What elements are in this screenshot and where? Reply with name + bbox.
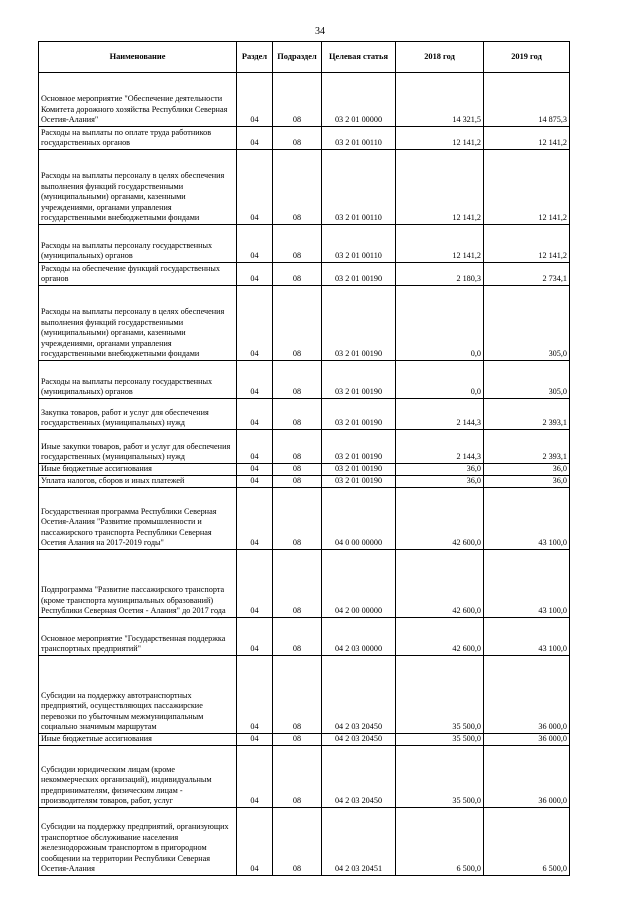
- row-value-2018: 36,0: [396, 464, 484, 476]
- row-name: Расходы на выплаты персоналу в целях обеспечения выполнения функций государственными (муниципальными) органами, казенными учреждениями, органами управления государственными внебюджетными фондами: [39, 286, 237, 361]
- row-target: 03 2 01 00190: [322, 430, 396, 464]
- table-row: [39, 618, 570, 656]
- row-value-2018: 42 600,0: [396, 488, 484, 550]
- row-value-2019: 43 100,0: [484, 488, 570, 550]
- row-value-2018: 12 141,2: [396, 127, 484, 150]
- row-subsection: 08: [273, 734, 322, 746]
- page-number: 34: [315, 26, 325, 37]
- row-name: Основное мероприятие "Обеспечение деятельности Комитета дорожного хозяйства Республики Северная Осетия-Алания": [39, 73, 237, 127]
- row-subsection: 08: [273, 808, 322, 876]
- row-target: 03 2 01 00000: [322, 73, 396, 127]
- row-value-2018: 6 500,0: [396, 808, 484, 876]
- row-subsection: 08: [273, 286, 322, 361]
- row-target: 04 2 03 20451: [322, 808, 396, 876]
- row-target: 03 2 01 00190: [322, 361, 396, 399]
- table-row: [39, 734, 570, 746]
- table-row: [39, 286, 570, 361]
- row-name: Уплата налогов, сборов и иных платежей: [39, 476, 237, 488]
- header-2018: 2018 год: [396, 42, 484, 73]
- row-name: Субсидии на поддержку автотранспортных предприятий, осуществляющих пассажирские перевозки по убыточным межмуниципальным социально значимым маршрутам: [39, 656, 237, 734]
- row-section: 04: [237, 127, 273, 150]
- row-value-2018: 2 180,3: [396, 263, 484, 286]
- row-name: Расходы на выплаты по оплате труда работников государственных органов: [39, 127, 237, 150]
- row-value-2019: 36,0: [484, 476, 570, 488]
- row-target: 04 2 03 20450: [322, 734, 396, 746]
- row-target: 04 2 03 20450: [322, 746, 396, 808]
- table-header-row: [39, 42, 570, 73]
- row-value-2019: 43 100,0: [484, 618, 570, 656]
- row-section: 04: [237, 464, 273, 476]
- table-row: [39, 656, 570, 734]
- row-section: 04: [237, 150, 273, 225]
- table-row: [39, 399, 570, 430]
- row-section: 04: [237, 746, 273, 808]
- row-section: 04: [237, 656, 273, 734]
- row-name: Подпрограмма "Развитие пассажирского транспорта (кроме транспорта муниципальных образований) Республики Северная Осетия - Алания" до 2017 года: [39, 550, 237, 618]
- row-section: 04: [237, 550, 273, 618]
- row-name: Субсидии на поддержку предприятий, организующих транспортное обслуживание населения железнодорожным транспортом в пригородном сообщении на территории Республики Северная Осетия-Алания: [39, 808, 237, 876]
- row-subsection: 08: [273, 430, 322, 464]
- row-section: 04: [237, 808, 273, 876]
- row-value-2019: 6 500,0: [484, 808, 570, 876]
- header-subsection: Подраздел: [273, 42, 322, 73]
- row-value-2018: 2 144,3: [396, 399, 484, 430]
- row-target: 04 0 00 00000: [322, 488, 396, 550]
- row-value-2018: 0,0: [396, 361, 484, 399]
- row-value-2018: 35 500,0: [396, 746, 484, 808]
- header-name: Наименование: [39, 42, 237, 73]
- row-subsection: 08: [273, 476, 322, 488]
- row-value-2019: 305,0: [484, 286, 570, 361]
- row-target: 04 2 03 00000: [322, 618, 396, 656]
- row-value-2019: 43 100,0: [484, 550, 570, 618]
- row-value-2018: 36,0: [396, 476, 484, 488]
- row-target: 03 2 01 00110: [322, 127, 396, 150]
- row-value-2018: 2 144,3: [396, 430, 484, 464]
- table-row: [39, 476, 570, 488]
- table-row: [39, 808, 570, 876]
- row-value-2018: 12 141,2: [396, 150, 484, 225]
- row-subsection: 08: [273, 488, 322, 550]
- row-value-2019: 12 141,2: [484, 127, 570, 150]
- row-subsection: 08: [273, 73, 322, 127]
- row-value-2019: 12 141,2: [484, 225, 570, 263]
- row-value-2018: 42 600,0: [396, 550, 484, 618]
- row-value-2019: 36,0: [484, 464, 570, 476]
- row-target: 03 2 01 00190: [322, 286, 396, 361]
- row-subsection: 08: [273, 746, 322, 808]
- row-value-2018: 14 321,5: [396, 73, 484, 127]
- row-section: 04: [237, 361, 273, 399]
- row-subsection: 08: [273, 225, 322, 263]
- row-target: 03 2 01 00190: [322, 464, 396, 476]
- table-row: [39, 73, 570, 127]
- header-section: Раздел: [237, 42, 273, 73]
- row-value-2019: 36 000,0: [484, 656, 570, 734]
- row-value-2019: 36 000,0: [484, 734, 570, 746]
- table-row: [39, 464, 570, 476]
- row-value-2019: 36 000,0: [484, 746, 570, 808]
- row-name: Иные закупки товаров, работ и услуг для обеспечения государственных (муниципальных) нужд: [39, 430, 237, 464]
- row-subsection: 08: [273, 464, 322, 476]
- table-row: [39, 488, 570, 550]
- row-subsection: 08: [273, 127, 322, 150]
- row-name: Основное мероприятие "Государственная поддержка транспортных предприятий": [39, 618, 237, 656]
- row-section: 04: [237, 430, 273, 464]
- row-name: Субсидии юридическим лицам (кроме некоммерческих организаций), индивидуальным предпринимателям, физическим лицам - производителям товаров, работ, услуг: [39, 746, 237, 808]
- row-subsection: 08: [273, 263, 322, 286]
- row-name: Расходы на обеспечение функций государственных органов: [39, 263, 237, 286]
- table-row: [39, 263, 570, 286]
- row-target: 03 2 01 00110: [322, 225, 396, 263]
- row-value-2018: 42 600,0: [396, 618, 484, 656]
- row-name: Закупка товаров, работ и услуг для обеспечения государственных (муниципальных) нужд: [39, 399, 237, 430]
- row-subsection: 08: [273, 150, 322, 225]
- row-value-2019: 12 141,2: [484, 150, 570, 225]
- row-value-2018: 0,0: [396, 286, 484, 361]
- row-value-2019: 305,0: [484, 361, 570, 399]
- table-row: [39, 127, 570, 150]
- table-row: [39, 361, 570, 399]
- table-row: [39, 225, 570, 263]
- row-section: 04: [237, 286, 273, 361]
- row-subsection: 08: [273, 618, 322, 656]
- row-subsection: 08: [273, 361, 322, 399]
- table-row: [39, 430, 570, 464]
- row-target: 03 2 01 00190: [322, 263, 396, 286]
- row-value-2019: 2 734,1: [484, 263, 570, 286]
- row-target: 03 2 01 00110: [322, 150, 396, 225]
- row-subsection: 08: [273, 399, 322, 430]
- budget-table: [38, 41, 570, 876]
- row-value-2019: 2 393,1: [484, 430, 570, 464]
- row-value-2018: 35 500,0: [396, 656, 484, 734]
- table-row: [39, 550, 570, 618]
- row-value-2018: 12 141,2: [396, 225, 484, 263]
- row-target: 03 2 01 00190: [322, 476, 396, 488]
- row-value-2018: 35 500,0: [396, 734, 484, 746]
- row-target: 04 2 00 00000: [322, 550, 396, 618]
- row-section: 04: [237, 225, 273, 263]
- row-name: Иные бюджетные ассигнования: [39, 734, 237, 746]
- header-2019: 2019 год: [484, 42, 570, 73]
- row-section: 04: [237, 734, 273, 746]
- row-subsection: 08: [273, 656, 322, 734]
- row-section: 04: [237, 73, 273, 127]
- row-section: 04: [237, 488, 273, 550]
- row-name: Государственная программа Республики Северная Осетия-Алания "Развитие промышленности и пассажирского транспорта Республики Северная Осетия Алания на 2017-2019 годы": [39, 488, 237, 550]
- header-target: Целевая статья: [322, 42, 396, 73]
- row-name: Иные бюджетные ассигнования: [39, 464, 237, 476]
- row-section: 04: [237, 399, 273, 430]
- row-section: 04: [237, 476, 273, 488]
- row-subsection: 08: [273, 550, 322, 618]
- row-target: 04 2 03 20450: [322, 656, 396, 734]
- table-row: [39, 746, 570, 808]
- row-name: Расходы на выплаты персоналу государственных (муниципальных) органов: [39, 361, 237, 399]
- row-value-2019: 14 875,3: [484, 73, 570, 127]
- row-name: Расходы на выплаты персоналу в целях обеспечения выполнения функций государственными (муниципальными) органами, казенными учреждениями, органами управления государственными внебюджетными фондами: [39, 150, 237, 225]
- row-value-2019: 2 393,1: [484, 399, 570, 430]
- row-name: Расходы на выплаты персоналу государственных (муниципальных) органов: [39, 225, 237, 263]
- row-section: 04: [237, 618, 273, 656]
- table-row: [39, 150, 570, 225]
- row-section: 04: [237, 263, 273, 286]
- row-target: 03 2 01 00190: [322, 399, 396, 430]
